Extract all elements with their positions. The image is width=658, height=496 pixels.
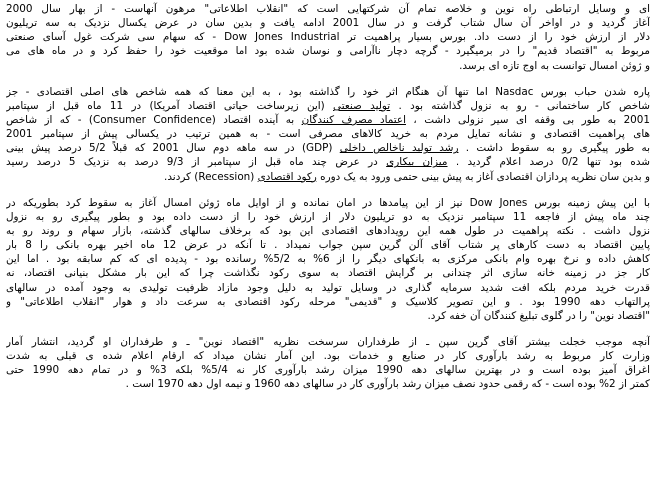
text-run: دلار از ارزش خود را از دست داد. بورس بسیار پراهمیت تر Dow Jones Industrial - که سهام سی شرکت غول آسای صنعتی xyxy=(6,31,650,44)
paragraph-3-line-3 xyxy=(6,224,650,238)
text-run: (GDP) در سه ماهه دوم سال 2001 که قبلاً 5/2 درصد پیش بینی xyxy=(6,142,340,155)
underlined-term: رکود اقتصادی xyxy=(257,170,317,183)
text-run: چند ماه پیش از فاجعه 11 سپتامبر نزدیک به دو تریلیون دلار از ارزش خود را از دست داده بود و بطور پیگیری رو به نزول xyxy=(6,210,650,223)
paragraph-3-line-1 xyxy=(6,196,650,210)
underlined-term: اعتماد مصرف کنندگان xyxy=(301,113,406,126)
text-run: آغاز گردید و در اواخر آن سال شتاب گرفت و در سال 2001 ادامه یافت و بدین سان در عرض یکسال نزدیک به سه تریلیون xyxy=(6,17,650,30)
paragraph-1-line-5 xyxy=(6,59,650,73)
text-run: های پراهمیت اقتصادی و نشانه تمایل مردم به خرید کالاهای مصرفی است - به همین ترتیب در یکسالی پیش از سپتامبر 2001 xyxy=(6,128,650,141)
paragraph-2-line-2 xyxy=(6,99,650,113)
text-run: قدرت خرید مردم بلکه افت شدید سرمایه گذاری در وسایل تولید به دلیل وجود مازاد ظرفیت تولیدی به وجود آمده در سالهای xyxy=(6,281,650,294)
text-run: کمتر از 2% بوده است - که رقمی حدود نصف میزان رشد بارآوری کار در سالهای دهه 1960 و نیمه اول دهه 1970 است . xyxy=(125,378,650,391)
paragraph-1-line-3 xyxy=(6,30,650,44)
text-run: مربوط به "اقتصاد قدیم" را در برمیگیرد - گرچه دچار ناآرامی و نوسان شده بود اما موقعیت خود را حفظ کرد و در ماه های می xyxy=(6,45,650,58)
paragraph-2-line-6 xyxy=(6,155,650,169)
underlined-term: میزان بیکاری xyxy=(386,156,448,169)
paragraph-gap xyxy=(6,184,650,196)
underlined-term: رشد تولید ناخالص داخلی xyxy=(339,142,459,155)
text-run: شده بود تنها 0/2 درصد اعلام گردید . xyxy=(447,156,650,169)
underlined-term: تولید صنعتی xyxy=(333,99,391,112)
paragraph-1-line-2 xyxy=(6,16,650,30)
paragraph-3-line-5 xyxy=(6,252,650,266)
text-run: ای و وسایل ارتباطی راه نوین و خلاصه تمام آن شرکتهایی است که "انقلاب اطلاعاتی" مرهون آنهاست - از بهار سال 2000 xyxy=(6,3,650,15)
paragraph-4-line-4 xyxy=(6,377,650,391)
paragraph-3-line-6 xyxy=(6,266,650,280)
paragraph-gap xyxy=(6,323,650,335)
text-run: و ژوئن امسال توانست به اوج تازه ای برسد. xyxy=(459,59,650,72)
text-run: کاهش داده و نرخ بهره وام بانکی مرکزی به بانکهای دیگر را از 6% به 5/2% رسانده بود - پدیده ای که کم سابقه بود . اما این xyxy=(6,253,650,266)
paragraph-1-line-4 xyxy=(6,44,650,58)
text-run: پاره شدن حباب بورس Nasdac اما تنها آن هنگام اثر خود را گذاشته بود ، به این معنا که همه شاخص های اصلی اقتصادی - جز xyxy=(6,85,650,98)
paragraph-3-line-2 xyxy=(6,210,650,224)
paragraph-3-line-7 xyxy=(6,281,650,295)
paragraph-2-line-5 xyxy=(6,141,650,155)
paragraph-3-line-8 xyxy=(6,295,650,309)
paragraph-4-line-2 xyxy=(6,349,650,363)
text-run: پایین اقتصاد به دست کارهای پر شتاب آقای آلن گرین سپن جواب نمیداد . تا آنکه در عرض 12 ماه اخیر بهره بانکی را 8 بار xyxy=(6,239,650,252)
paragraph-2-line-4 xyxy=(6,127,650,141)
paragraph-1-line-1 xyxy=(6,2,650,16)
text-run: در عرض چند ماه قبل از سپتامبر از 9/3 درصد به نزدیک 5 درصد رسید xyxy=(6,156,387,169)
text-run: 2001 به طور بی وقفه ای سیر نزولی داشت ، xyxy=(406,113,650,126)
paragraph-3-line-9 xyxy=(6,309,650,323)
text-run: وزارت کار مربوط به رشد بارآوری کار در صنایع و خدمات بود. این آمار نشان میداد که ارقام اعلام شده ی قبلی به شدت xyxy=(6,350,650,363)
text-run: کار جز در زمینه خانه سازی اثر چندانی بر گرایش اقتصاد به سوی رکود نگذاشت چرا که این بار مشکل بنیانی اقتصاد، نه xyxy=(6,267,650,280)
text-run: "اقتصاد نوین" را در گلوی تبلیغ کنندگان آن خفه کرد. xyxy=(427,309,650,322)
paragraph-2-line-3 xyxy=(6,113,650,127)
paragraph-4-line-3 xyxy=(6,363,650,377)
text-run: شاخص کار ساختمانی - رو به نزول گذاشته بود . xyxy=(390,99,650,112)
text-run: (این زیرساخت حیاتی اقتصاد آمریکا) در 11 ماه قبل از سپتامبر xyxy=(6,99,334,112)
text-run: اغراق آمیز بوده است و در بهترین سالهای دهه 1990 میزان رشد بارآوری کار نه 5/4% بلکه 3% و در تمام دهه 1990 حتی xyxy=(6,364,650,377)
paragraph-4-line-1 xyxy=(6,335,650,349)
text-run: و بدین سان نظریه پردازان اقتصادی آغاز به پیش بینی حتمی ورود به یک دوره xyxy=(316,170,650,183)
text-run: با این پیش زمینه بورس Dow Jones نیز از این پیامدها در امان نمانده و از اوایل ماه ژوئن امسال آغاز به سقوط کرد بطوریکه در xyxy=(6,196,650,209)
paragraph-3-line-4 xyxy=(6,238,650,252)
paragraph-gap xyxy=(6,73,650,85)
paragraph-2-line-7 xyxy=(6,170,650,184)
text-run: پرالتهاب دهه 1990 بود . و این تصویر کلاسیک و "قدیمی" مرحله رکود اقتصادی به سرعت داد و هوار "انقلاب اطلاعاتی" و xyxy=(6,295,650,308)
text-run: به طور پیگیری رو به سقوط داشت . xyxy=(458,142,650,155)
text-run: (Recession) کردند. xyxy=(164,170,258,183)
text-run: آنچه موجب خجلت بیشتر آقای گرین سپن ـ از طرفداران سرسخت نظریه "اقتصاد نوین" ـ و طرفداران او گردید، انتشار آمار xyxy=(6,335,650,348)
text-run: نزول داشت . نکته پراهمیت در طول همه این رویدادهای اقتصادی این بود که برخلاف سالهای گذشته، بازار سهام و روند رو به xyxy=(6,224,650,237)
paragraph-2-line-1 xyxy=(6,85,650,99)
text-run: به آینده اقتصاد (Consumer Confidence) - که از شاخص xyxy=(6,113,302,126)
